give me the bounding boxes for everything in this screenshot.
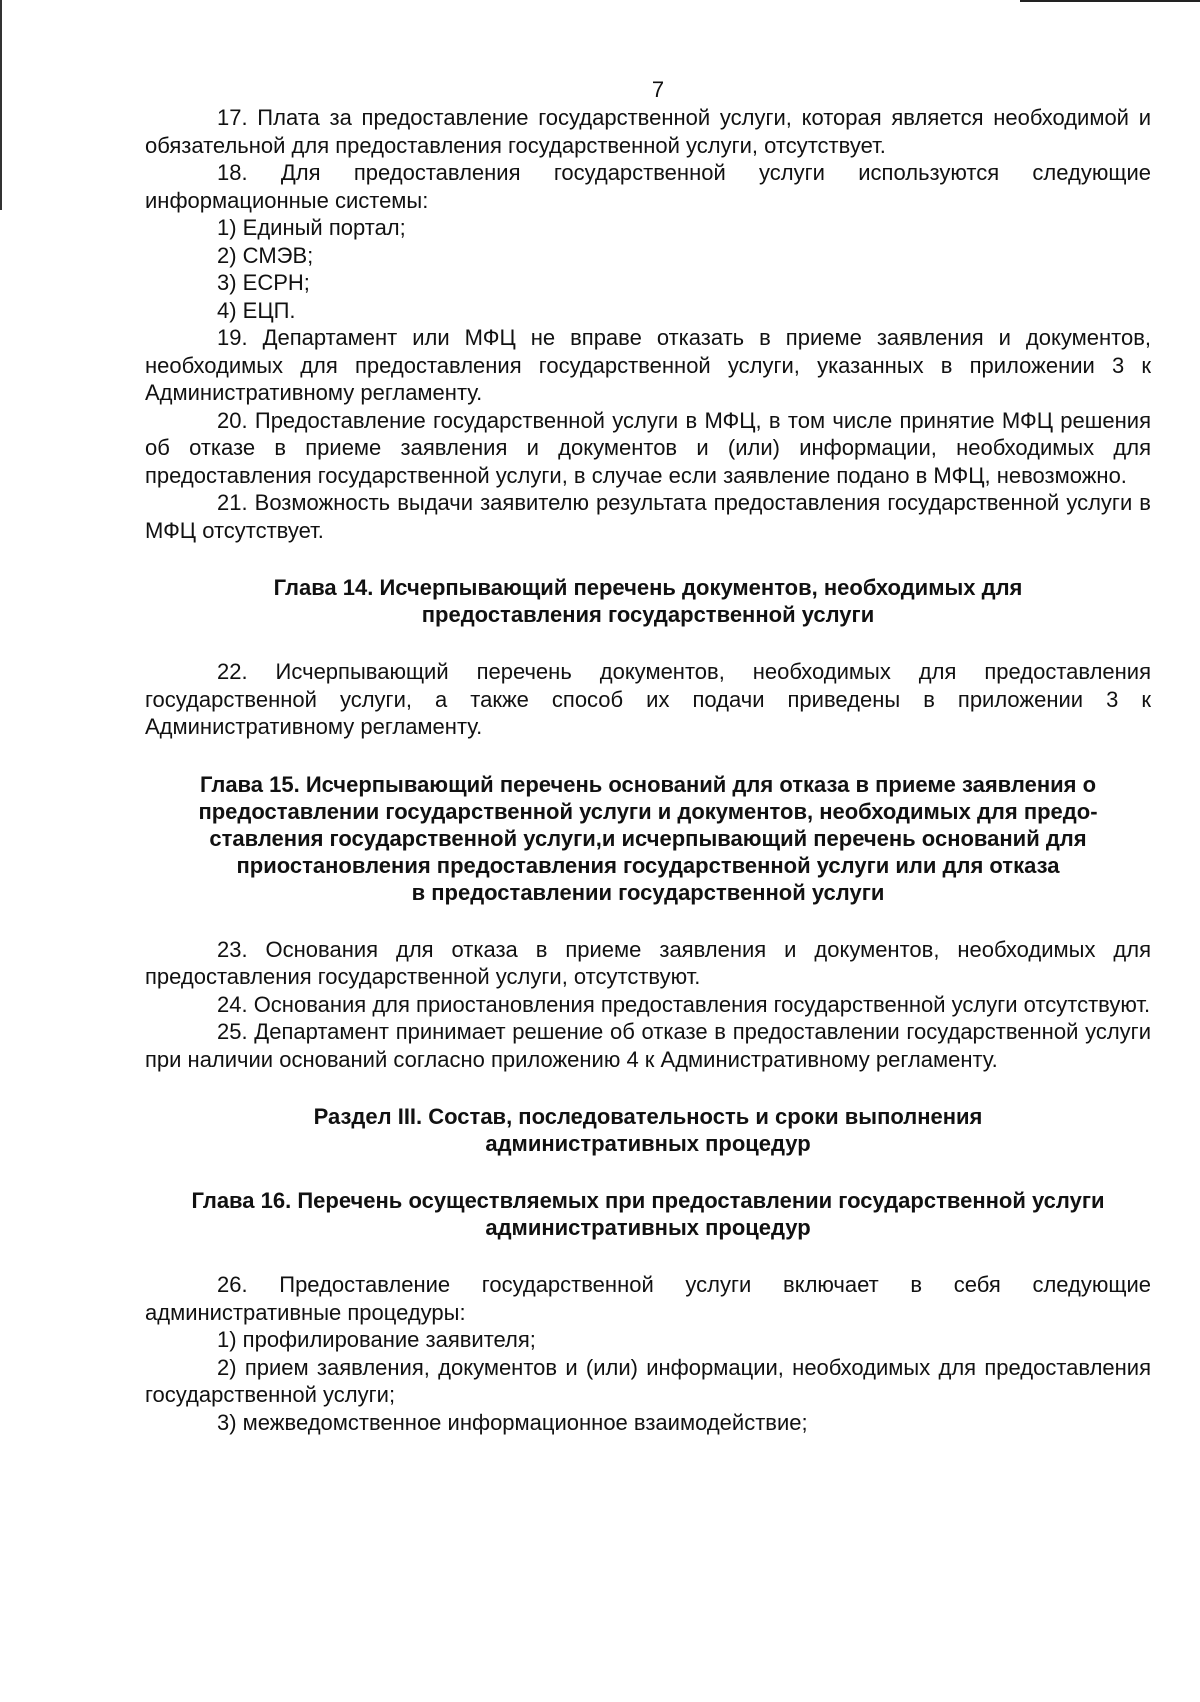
scan-edge-left [0, 0, 2, 210]
list-item: 1) Единый портал; [217, 215, 406, 240]
list-item: 4) ЕЦП. [217, 297, 296, 323]
list-item: 2) СМЭВ; [217, 242, 314, 268]
heading-line: ставления государственной услуги,и исчерпывающий перечень оснований для [209, 825, 1087, 851]
paragraph-21: 21. Возможность выдачи заявителю результата предоставления государственной услуги в МФЦ отсутствует. [145, 490, 1151, 543]
heading-line: Глава 14. Исчерпывающий перечень документов, необходимых для [273, 575, 1023, 600]
section-3-heading [145, 1103, 1151, 1157]
heading-line: приостановления предоставления государственной услуги или для отказа [236, 852, 1060, 878]
paragraph-26: 26. Предоставление государственной услуги включает в себя следующие административные процедуры: [145, 1272, 1151, 1325]
heading-line: административных процедур [485, 1215, 811, 1240]
document-page [145, 70, 1151, 1436]
heading-line: Глава 16. Перечень осуществляемых при предоставлении государственной услуги [191, 1188, 1105, 1213]
paragraph-24: 24. Основания для приостановления предоставления государственной услуги отсутствуют. [217, 991, 1151, 1017]
paragraph-18: 18. Для предоставления государственной услуги используются следующие информационные системы: [145, 160, 1151, 213]
list-item: 2) прием заявления, документов и (или) информации, необходимых для предоставления государственной услуги; [145, 1354, 1151, 1407]
paragraph-20: 20. Предоставление государственной услуги в МФЦ, в том числе принятие МФЦ решения об отказе в приеме заявления и документов и (или) информации, необходимых для предоставления государственной услуги, в случае если заявление подано в МФЦ, невозможно. [145, 407, 1151, 488]
heading-line: предоставлении государственной услуги и документов, необходимых для предо- [198, 798, 1098, 824]
heading-line: административных процедур [485, 1131, 811, 1156]
paragraph-17: 17. Плата за предоставление государственной услуги, которая является необходимой и обязательной для предоставления государственной услуги, отсутствует. [145, 105, 1151, 158]
heading-line: Глава 15. Исчерпывающий перечень оснований для отказа в приеме заявления о [199, 771, 1097, 797]
paragraph-19: 19. Департамент или МФЦ не вправе отказать в приеме заявления и документов, необходимых для предоставления государственной услуги, указанных в приложении 3 к Административному регламенту. [145, 325, 1151, 405]
list-item: 1) профилирование заявителя; [217, 1327, 536, 1352]
heading-line: в предоставлении государственной услуги [411, 879, 885, 905]
heading-line: предоставления государственной услуги [421, 602, 875, 627]
paragraph-23: 23. Основания для отказа в приеме заявления и документов, необходимых для предоставления государственной услуги, отсутствуют. [145, 936, 1151, 989]
paragraph-22: 22. Исчерпывающий перечень документов, необходимых для предоставления государственной услуги, а также способ их подачи приведены в приложении 3 к Административному регламенту. [145, 659, 1151, 739]
list-item: 3) ЕСРН; [217, 270, 310, 295]
chapter-16-heading [145, 1187, 1151, 1241]
scan-edge-top [1020, 0, 1200, 2]
chapter-14-heading [145, 574, 1151, 628]
heading-line: Раздел III. Состав, последовательность и сроки выполнения [313, 1104, 983, 1129]
page-number: 7 [651, 77, 665, 102]
list-item: 3) межведомственное информационное взаимодействие; [217, 1409, 808, 1435]
chapter-15-heading [145, 771, 1151, 906]
paragraph-25: 25. Департамент принимает решение об отказе в предоставлении государственной услуги при наличии оснований согласно приложению 4 к Административному регламенту. [145, 1019, 1151, 1072]
